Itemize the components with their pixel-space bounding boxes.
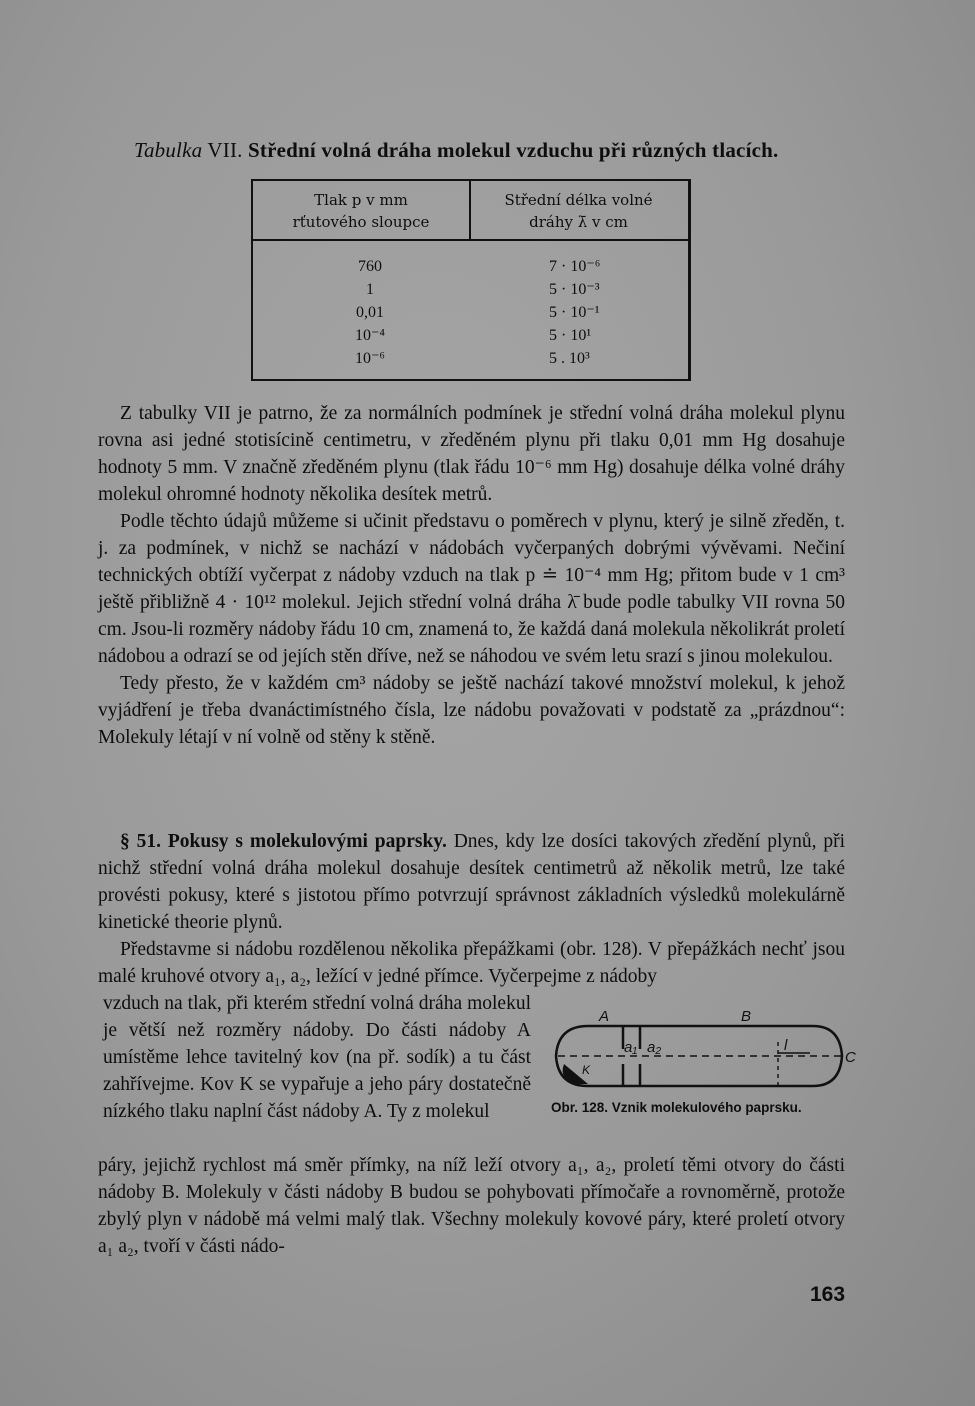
table-cell: 1 [366,281,374,298]
paragraph: Představme si nádobu rozdělenou několika přepážkami (obr. 128). V přepážkách nechť jsou malé kruhové otvory a₁, a₂, ležící v jedné přímce. Vyčerpejme z nádoby [98,939,845,987]
table-cell: 5 . 10³ [549,350,590,367]
table-cell: 0,01 [356,304,384,321]
body-text-block-3: páry, jejichž rychlost má směr přímky, na níž leží otvory a₁, a₂, proletí těmi otvory do části nádoby B. Molekuly v části nádoby B budou se pohybovati přímočaře a rovnoměrně, protože zbylý plyn v nádobě má velmi malý tlak. Všechny molekuly kovové páry, které proletí otvory a₁ a₂, tvoří v části nádo- [98,1155,845,1257]
label-l: l [784,1037,788,1054]
label-C: C [845,1049,856,1066]
label-K: K [582,1063,591,1077]
section-title: Pokusy s molekulovými paprsky. [167,831,447,852]
paragraph: Tedy přesto, že v každém cm³ nádoby se ještě nachází takové množství molekul, k jehož vyjádření je třeba dvanáctimístného čísla, lze nádobu považovati v podstatě za „prázdnou“: Molekuly létají v ní volně od stěny k stěně. [98,673,845,748]
header-pressure [253,189,469,233]
table-cell: 10⁻⁴ [354,327,386,344]
table-cell: 7 · 10⁻⁶ [549,258,601,275]
section-paragraph [98,828,845,936]
caption-title: Střední volná dráha molekul vzduchu při různých tlacích. [248,138,779,162]
caption-label: Tabulka [134,138,203,162]
header-free-path-line1: Střední délka volné [504,191,653,209]
pressure-column [335,255,405,370]
header-pressure-line1: Tlak p v mm [314,191,408,209]
narrow-text: vzduch na tlak, při kterém střední volná dráha molekul je větší než rozměry nádoby. Do části nádoby A umístěme lehce tavitelný kov (na př. sodík) a tu část zahřívejme. Kov K se vypařuje a jeho páry dostatečně nízkého tlaku naplní část nádoby A. Ty z molekul [103,993,531,1122]
figure-caption: Obr. 128. Vznik molekulového paprsku. [551,1100,802,1115]
body-text-block-1 [98,400,845,751]
table-cell: 10⁻⁶ [354,350,386,367]
section-body: Dnes, kdy lze dosíci takových zředění plynů, při nichž střední volná dráha molekul dosahuje desítek centimetrů až několik metrů, lze také provésti pokusy, které s jistotou přímo potvrzují správnost základních výsledků molekulárně kinetické theorie plynů. [98,831,846,933]
free-path-column [549,255,619,370]
table-cell: 5 · 10⁻³ [549,281,600,298]
data-table [251,179,691,381]
paragraph: Z tabulky VII je patrno, že za normálních podmínek je střední volná dráha molekul plynu rovna asi jedné stotisícině centimetru, v zředěném plynu při tlaku 0,01 mm Hg dosahuje hodnoty 5 mm. V značně zředěném plynu (tlak řádu 10⁻⁶ mm Hg) dosahuje délka volné dráhy molekul ohromné hodnoty několika desítek metrů. [98,403,845,505]
table-cell: 5 · 10⁻¹ [549,304,600,321]
table-cell: 5 · 10¹ [549,327,592,344]
section-51 [98,828,845,990]
header-pressure-line2: rťutového sloupce [292,213,430,231]
table-cell: 760 [358,258,382,275]
header-free-path [471,189,686,233]
paragraph: Podle těchto údajů můžeme si učinit představu o poměrech v plynu, který je silně zředěn, t. j. za podmínek, v nichž se nachází v nádobách vyčerpaných dobrými vývěvami. Nečiní technických obtíží vyčerpat z nádoby vzduch na tlak p ≐ 10⁻⁴ mm Hg; přitom bude v 1 cm³ ještě přibližně 4 · 10¹² molekul. Jejich střední volná dráha λ̄ bude podle tabulky VII rovna 50 cm. Jsou-li rozměry nádoby řádu 10 cm, znamená to, že každá daná molekula několikrát proletí nádobou a odrazí se od jejích stěn dříve, než se náhodou ve svém letu srazí s jinou molekulou. [98,511,845,667]
label-a2: a₂ [647,1039,662,1056]
caption-number: VII. [202,138,249,162]
section-number: § 51. [120,831,161,852]
label-B: B [741,1008,752,1025]
label-a1: a₁ [624,1039,638,1056]
table-caption [134,138,834,163]
label-A: A [599,1008,610,1025]
table-header [253,181,688,241]
header-free-path-line2: dráhy λ̄ v cm [529,213,628,231]
page-number: 163 [810,1283,846,1306]
